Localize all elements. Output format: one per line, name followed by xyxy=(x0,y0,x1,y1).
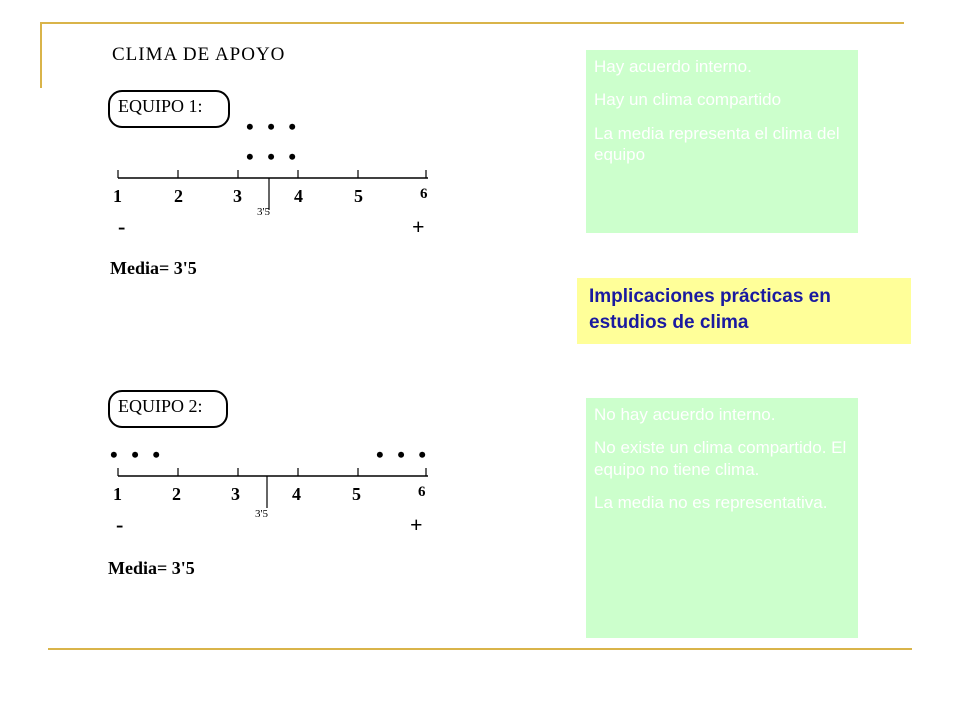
bottom-accent-line xyxy=(48,648,912,650)
team2-tick-1: 1 xyxy=(113,484,122,504)
team1-explanation-line: Hay un clima compartido xyxy=(594,90,782,110)
team1-center-label: 3'5 xyxy=(257,206,270,218)
team2-tick-5: 5 xyxy=(352,484,361,504)
team2-axis xyxy=(110,458,440,518)
team2-media: Media= 3'5 xyxy=(108,558,195,578)
team1-explanation-line: La media representa el clima del equipo xyxy=(594,123,840,164)
team2-tick-3: 3 xyxy=(231,484,240,504)
team2-label: EQUIPO 2: xyxy=(108,390,228,428)
left-accent-line xyxy=(40,22,42,88)
team1-explanation-card xyxy=(586,50,858,233)
team1-label: EQUIPO 1: xyxy=(108,90,230,128)
team1-dots-bottom: • • • xyxy=(246,144,301,169)
team1-tick-3: 3 xyxy=(233,186,242,206)
team2-dots-right: • • • xyxy=(376,442,431,467)
team2-explanation-line: La media no es representativa. xyxy=(594,492,828,512)
team2-tick-4: 4 xyxy=(292,484,301,504)
team1-dots-top: • • • xyxy=(246,114,301,139)
team2-minus: - xyxy=(116,512,124,537)
team1-plus: + xyxy=(412,214,425,239)
team1-tick-1: 1 xyxy=(113,186,122,206)
team2-dots-left: • • • xyxy=(110,442,165,467)
team2-tick-6: 6 xyxy=(418,484,426,500)
team2-plus: + xyxy=(410,512,423,537)
team1-tick-4: 4 xyxy=(294,186,303,206)
team1-tick-5: 5 xyxy=(354,186,363,206)
team1-axis xyxy=(110,160,440,220)
implications-box: Implicaciones prácticas en estudios de clima xyxy=(577,278,911,344)
team1-media: Media= 3'5 xyxy=(110,258,197,278)
team2-tick-2: 2 xyxy=(172,484,181,504)
team1-tick-6: 6 xyxy=(420,186,428,202)
team1-minus: - xyxy=(118,214,126,239)
team2-explanation-line: No existe un clima compartido. El equipo no tiene clima. xyxy=(594,438,847,479)
team2-explanation-card xyxy=(586,398,858,638)
team2-explanation-line: No hay acuerdo interno. xyxy=(594,405,776,424)
team2-center-label: 3'5 xyxy=(255,508,268,520)
slide-title: CLIMA DE APOYO xyxy=(112,44,286,65)
team1-tick-2: 2 xyxy=(174,186,183,206)
team1-explanation-line: Hay acuerdo interno. xyxy=(594,57,752,76)
top-accent-line xyxy=(40,22,904,24)
